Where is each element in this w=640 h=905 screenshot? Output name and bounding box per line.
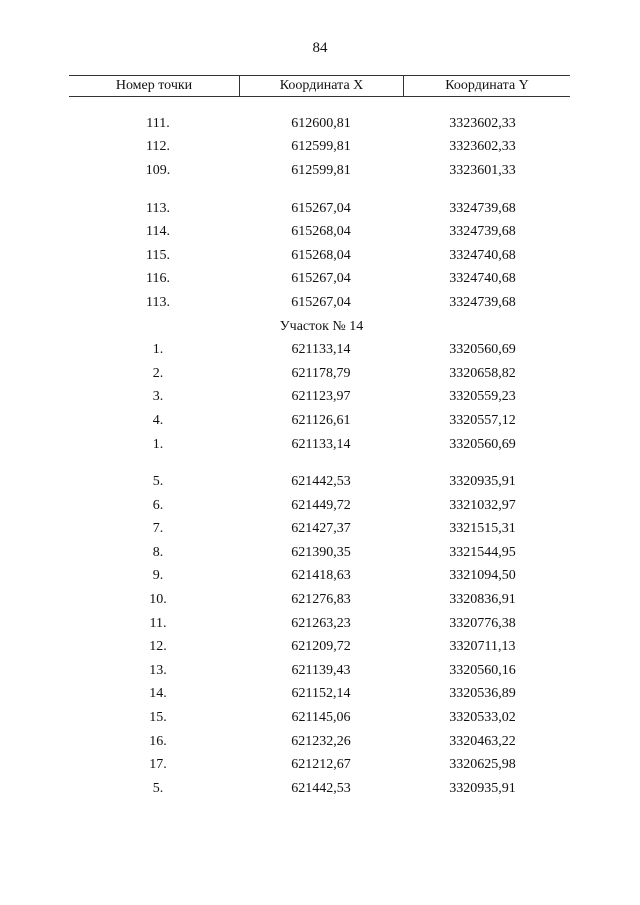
coordinate-y-cell: 3324740,68 <box>449 271 516 287</box>
coordinate-y-cell: 3321032,97 <box>449 497 516 513</box>
coordinate-x-cell: 621276,83 <box>291 592 351 608</box>
coordinate-x-cell: 615268,04 <box>291 224 351 240</box>
coordinate-x-cell: 621178,79 <box>291 365 351 381</box>
point-number-cell: 10. <box>149 592 167 608</box>
coordinate-y-cell: 3321515,31 <box>449 521 516 537</box>
point-number-cell: 109. <box>145 162 171 178</box>
coordinate-y-cell: 3324740,68 <box>449 247 516 263</box>
point-number-cell: 116. <box>146 271 170 287</box>
point-number-cell: 5. <box>152 474 164 490</box>
coordinate-y-cell: 3321094,50 <box>449 568 516 584</box>
table-row <box>69 659 570 683</box>
coordinate-y-cell: 3320658,82 <box>449 365 516 381</box>
point-number-cell: 1. <box>152 436 164 452</box>
point-number-cell: 114. <box>146 224 170 240</box>
coordinate-y-cell: 3323602,33 <box>449 115 516 131</box>
section-title: Участок № 14 <box>279 318 364 334</box>
point-number-cell: 111. <box>146 115 170 131</box>
table-row <box>69 777 570 801</box>
coordinate-x-cell: 615268,04 <box>291 247 351 263</box>
table-row <box>69 362 570 386</box>
table-row <box>69 470 570 494</box>
point-number-cell: 14. <box>149 686 167 702</box>
coordinate-y-cell: 3320711,13 <box>449 639 516 655</box>
coordinate-x-cell: 621152,14 <box>291 686 351 702</box>
group-spacer <box>69 456 570 470</box>
coordinate-y-cell: 3320776,38 <box>449 615 516 631</box>
table-row <box>69 541 570 565</box>
table-row <box>69 291 570 315</box>
coordinate-y-cell: 3321544,95 <box>449 544 516 560</box>
point-number-cell: 6. <box>152 497 164 513</box>
coordinates-table <box>69 75 570 801</box>
table-header <box>69 75 570 97</box>
point-number-cell: 17. <box>149 757 167 773</box>
coordinate-x-cell: 621209,72 <box>291 639 351 655</box>
coordinate-x-cell: 621263,23 <box>291 615 351 631</box>
point-number-cell: 15. <box>149 710 167 726</box>
table-row <box>69 386 570 410</box>
coordinate-y-cell: 3323602,33 <box>449 139 516 155</box>
table-row <box>69 338 570 362</box>
point-number-cell: 113. <box>146 200 170 216</box>
coordinate-x-cell: 621442,53 <box>291 780 351 796</box>
table-row <box>69 433 570 457</box>
table-body <box>69 112 570 801</box>
table-row <box>69 112 570 136</box>
header-coordinate-x: Координата X <box>239 76 404 96</box>
coordinate-x-cell: 621133,14 <box>291 342 351 358</box>
table-row <box>69 220 570 244</box>
coordinate-y-cell: 3320533,02 <box>449 710 516 726</box>
point-number-cell: 3. <box>152 389 164 405</box>
group-spacer <box>69 183 570 197</box>
table-row <box>69 159 570 183</box>
table-row <box>69 409 570 433</box>
point-number-cell: 13. <box>149 662 167 678</box>
coordinate-x-cell: 621427,37 <box>291 521 351 537</box>
point-number-cell: 4. <box>152 412 164 428</box>
coordinate-y-cell: 3320557,12 <box>449 412 516 428</box>
point-number-cell: 113. <box>146 294 170 310</box>
coordinate-x-cell: 621145,06 <box>291 710 351 726</box>
point-number-cell: 112. <box>146 139 170 155</box>
point-number-cell: 7. <box>152 521 164 537</box>
table-row <box>69 612 570 636</box>
point-number-cell: 16. <box>149 733 167 749</box>
coordinate-x-cell: 612600,81 <box>291 115 351 131</box>
coordinate-x-cell: 621139,43 <box>291 662 351 678</box>
table-row <box>69 588 570 612</box>
coordinate-x-cell: 621212,67 <box>291 757 351 773</box>
coordinate-y-cell: 3324739,68 <box>449 200 516 216</box>
coordinate-y-cell: 3320935,91 <box>449 474 516 490</box>
coordinate-x-cell: 621418,63 <box>291 568 351 584</box>
coordinate-y-cell: 3320935,91 <box>449 780 516 796</box>
table-row <box>69 268 570 292</box>
point-number-cell: 115. <box>146 247 170 263</box>
coordinate-x-cell: 621133,14 <box>291 436 351 452</box>
table-row <box>69 494 570 518</box>
coordinate-x-cell: 621449,72 <box>291 497 351 513</box>
coordinate-y-cell: 3320836,91 <box>449 592 516 608</box>
point-number-cell: 11. <box>149 615 167 631</box>
table-row <box>69 635 570 659</box>
table-row <box>69 518 570 542</box>
table-row <box>69 197 570 221</box>
coordinate-y-cell: 3320560,69 <box>449 342 516 358</box>
coordinate-y-cell: 3324739,68 <box>449 224 516 240</box>
point-number-cell: 1. <box>152 342 164 358</box>
coordinate-y-cell: 3320625,98 <box>449 757 516 773</box>
coordinate-x-cell: 621232,26 <box>291 733 351 749</box>
table-row <box>69 753 570 777</box>
coordinate-y-cell: 3324739,68 <box>449 294 516 310</box>
coordinate-y-cell: 3320560,16 <box>449 662 516 678</box>
point-number-cell: 2. <box>152 365 164 381</box>
coordinate-y-cell: 3323601,33 <box>449 162 516 178</box>
coordinate-y-cell: 3320536,89 <box>449 686 516 702</box>
coordinate-x-cell: 621126,61 <box>291 412 351 428</box>
coordinate-x-cell: 615267,04 <box>291 271 351 287</box>
point-number-cell: 8. <box>152 544 164 560</box>
header-coordinate-y: Координата Y <box>445 78 529 93</box>
page-number: 84 <box>312 40 328 56</box>
table-row <box>69 565 570 589</box>
coordinate-y-cell: 3320559,23 <box>449 389 516 405</box>
coordinate-y-cell: 3320560,69 <box>449 436 516 452</box>
table-row <box>69 136 570 160</box>
table-row <box>69 244 570 268</box>
coordinate-x-cell: 615267,04 <box>291 200 351 216</box>
coordinate-x-cell: 621390,35 <box>291 544 351 560</box>
point-number-cell: 9. <box>152 568 164 584</box>
coordinate-x-cell: 612599,81 <box>291 139 351 155</box>
point-number-cell: 5. <box>152 780 164 796</box>
table-row <box>69 730 570 754</box>
coordinate-x-cell: 621442,53 <box>291 474 351 490</box>
coordinate-x-cell: 612599,81 <box>291 162 351 178</box>
point-number-cell: 12. <box>149 639 167 655</box>
table-row <box>69 706 570 730</box>
coordinate-x-cell: 621123,97 <box>291 389 351 405</box>
table-row <box>69 683 570 707</box>
header-point-number: Номер точки <box>115 78 193 93</box>
coordinate-x-cell: 615267,04 <box>291 294 351 310</box>
coordinate-y-cell: 3320463,22 <box>449 733 516 749</box>
